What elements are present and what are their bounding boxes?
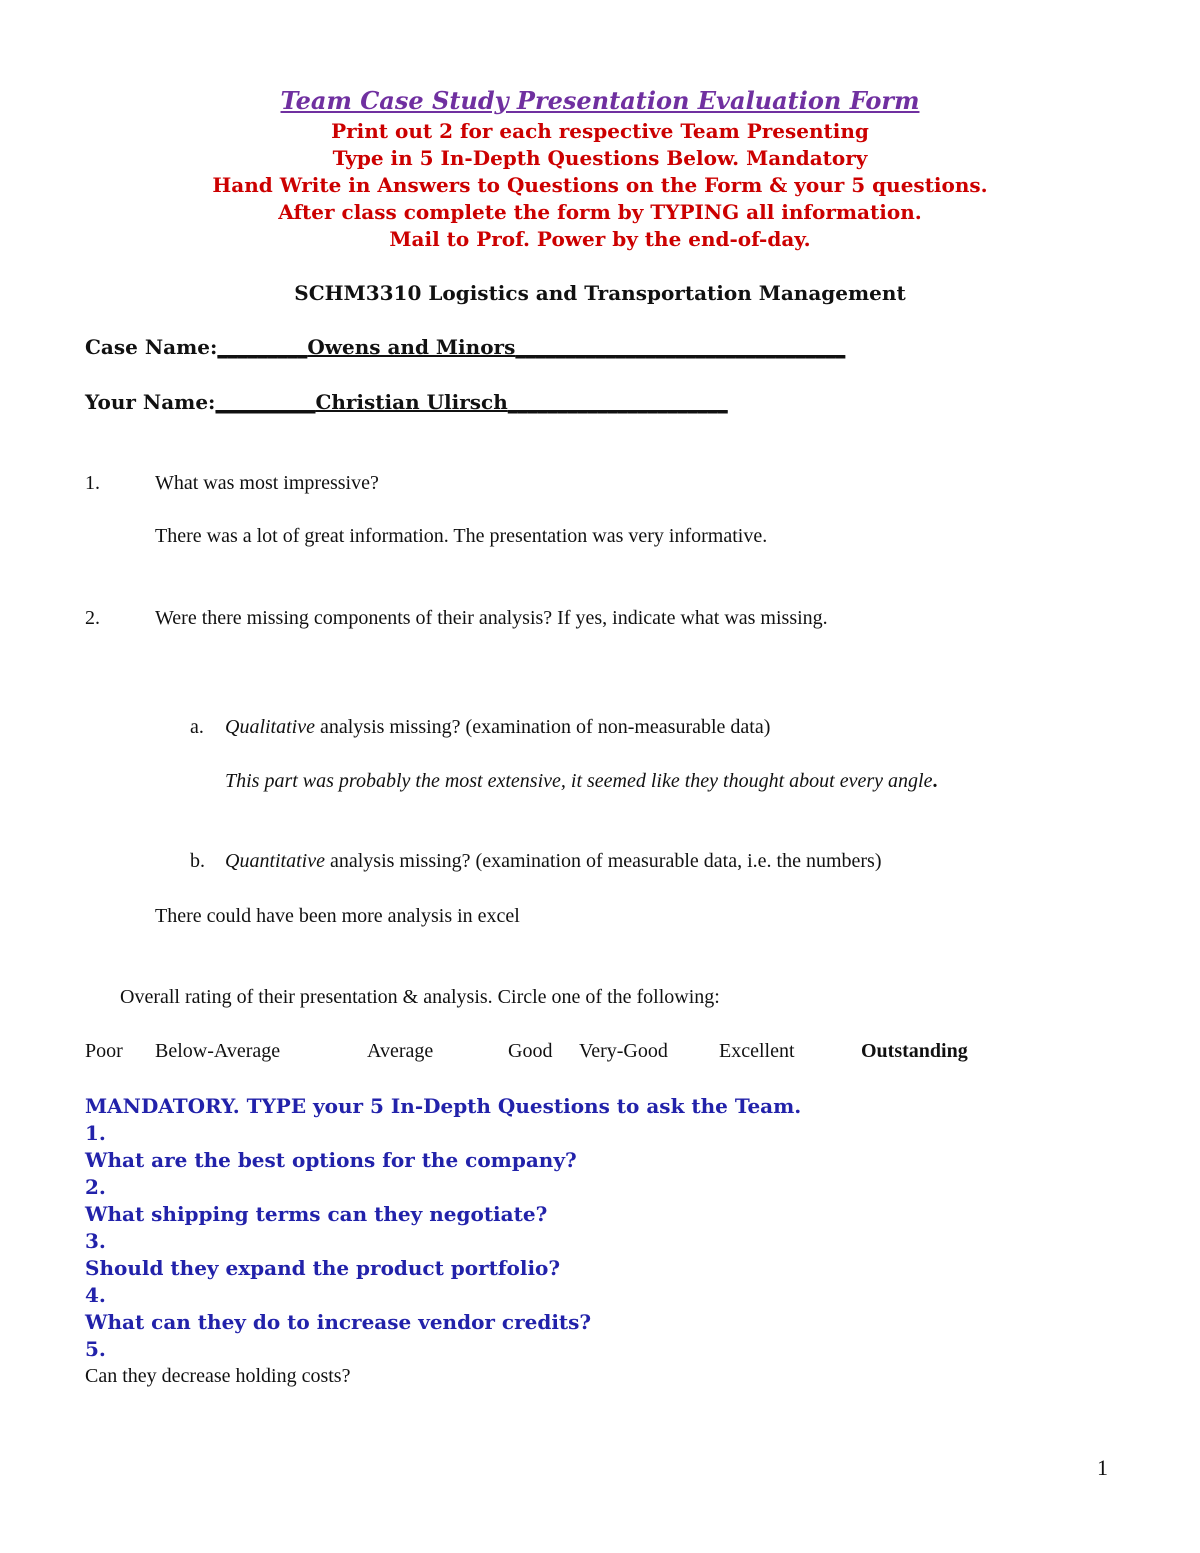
mandatory-question: What shipping terms can they negotiate? (85, 1202, 548, 1226)
mandatory-question: What can they do to increase vendor credits? (85, 1310, 592, 1334)
instruction-line: After class complete the form by TYPING all information. (278, 200, 922, 224)
your-name-field (85, 390, 728, 414)
subquestion-rest: analysis missing? (examination of non-measurable data) (314, 716, 771, 738)
rating-option-below-average: Below-Average (155, 1040, 281, 1062)
case-name-value: Owens and Minors (307, 335, 516, 359)
mandatory-heading: MANDATORY. TYPE your 5 In-Depth Questions to ask the Team. (85, 1094, 802, 1118)
subquestion-answer-text: This part was probably the most extensive, it seemed like they thought about every angle (225, 770, 933, 792)
subquestion-rest: analysis missing? (examination of measurable data, i.e. the numbers) (324, 850, 882, 872)
instruction-line: Type in 5 In-Depth Questions Below. Mandatory (332, 146, 868, 170)
subquestion-label: b. (190, 850, 205, 872)
instruction-line: Mail to Prof. Power by the end-of-day. (389, 227, 811, 251)
rating-option-outstanding-selected: Outstanding (861, 1040, 968, 1062)
your-name-underline: __________ (215, 390, 316, 414)
case-name-underline: _________ (217, 335, 308, 359)
subquestion-emphasis: Qualitative (225, 716, 315, 738)
mandatory-question-number: 2. (85, 1175, 106, 1199)
subquestion-text (225, 850, 882, 873)
rating-option-good: Good (508, 1040, 553, 1062)
page-number: 1 (1097, 1455, 1108, 1480)
mandatory-question: What are the best options for the company? (85, 1148, 577, 1172)
course-title: SCHM3310 Logistics and Transportation Management (294, 281, 906, 305)
subquestion-answer: There could have been more analysis in excel (155, 905, 520, 927)
rating-option-excellent: Excellent (719, 1040, 795, 1062)
rating-option-average: Average (367, 1040, 434, 1062)
your-name-underline: ______________________ (507, 390, 728, 414)
instruction-line: Print out 2 for each respective Team Presenting (331, 119, 869, 143)
instruction-line: Hand Write in Answers to Questions on the Form & your 5 questions. (212, 173, 988, 197)
case-name-underline: _________________________________ (515, 335, 846, 359)
subquestion-answer (225, 770, 937, 793)
mandatory-question-number: 3. (85, 1229, 106, 1253)
subquestion-text (225, 716, 770, 739)
rating-option-poor: Poor (85, 1040, 123, 1062)
question-text: What was most impressive? (155, 472, 379, 494)
form-title: Team Case Study Presentation Evaluation Form (280, 86, 920, 115)
question-number: 2. (85, 607, 100, 629)
question-number: 1. (85, 472, 100, 494)
mandatory-question-number: 1. (85, 1121, 106, 1145)
question-answer: There was a lot of great information. The presentation was very informative. (155, 525, 768, 547)
your-name-value: Christian Ulirsch (315, 390, 508, 414)
case-name-label: Case Name: (85, 335, 218, 359)
subquestion-label: a. (190, 716, 204, 738)
your-name-label: Your Name: (85, 390, 216, 414)
question-text: Were there missing components of their analysis? If yes, indicate what was missing. (155, 607, 828, 629)
mandatory-question: Can they decrease holding costs? (85, 1365, 351, 1387)
mandatory-question-number: 4. (85, 1283, 106, 1307)
case-name-field (85, 335, 845, 359)
subquestion-emphasis: Quantitative (225, 850, 325, 872)
mandatory-question: Should they expand the product portfolio? (85, 1256, 561, 1280)
rating-option-very-good: Very-Good (579, 1040, 668, 1062)
mandatory-question-number: 5. (85, 1337, 106, 1361)
rating-prompt: Overall rating of their presentation & analysis. Circle one of the following: (120, 986, 720, 1008)
rating-options (0, 1040, 1200, 1066)
subquestion-answer-period: . (932, 770, 938, 792)
